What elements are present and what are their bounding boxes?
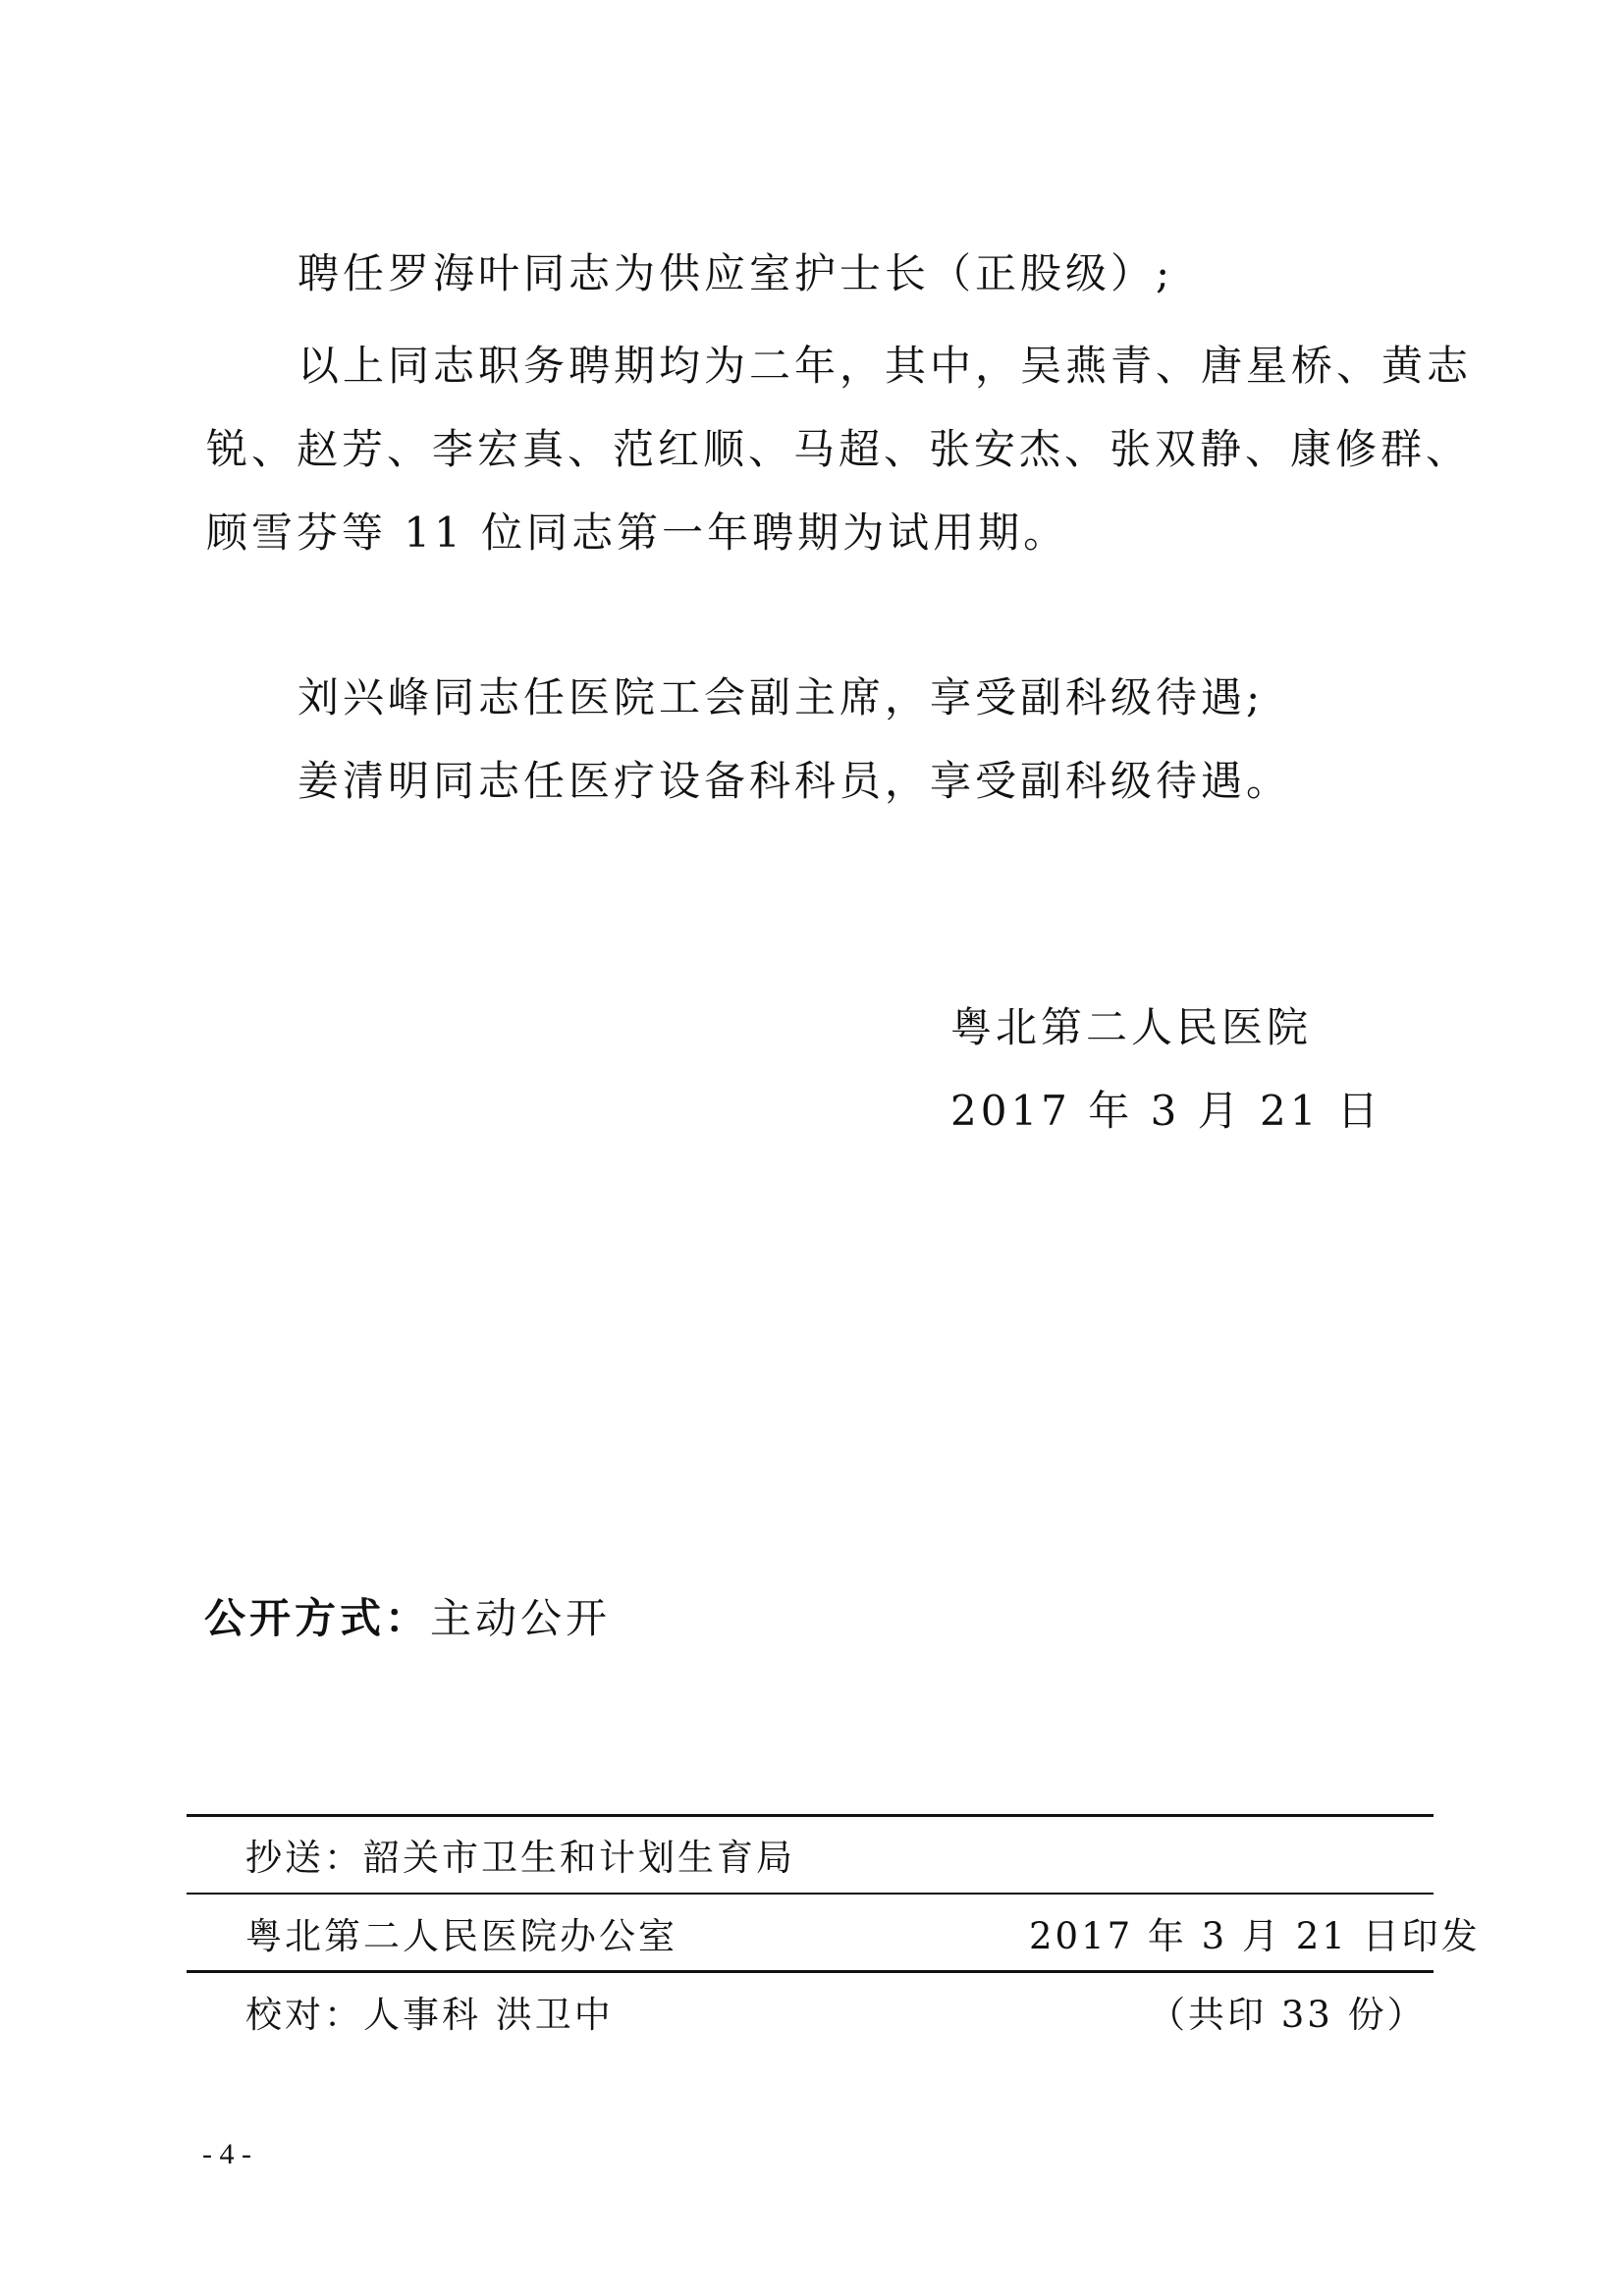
footer-proofread: 校对：人事科 洪卫中 [245, 1994, 614, 2036]
footer-issue-date: 2017 年 3 月 21 日印发 [1029, 1915, 1481, 1957]
footer-issuer: 粤北第二人民医院办公室 [245, 1915, 677, 1957]
paragraph-appointment-supply-room: 聘任罗海叶同志为供应室护士长（正股级）; [298, 249, 1174, 297]
signature-date: 2017 年 3 月 21 日 [950, 1087, 1382, 1135]
paragraph-equipment-clerk: 姜清明同志任医疗设备科科员，享受副科级待遇。 [298, 757, 1292, 805]
disclosure-method [204, 1594, 612, 1642]
signature-organization: 粤北第二人民医院 [950, 1003, 1313, 1051]
footer-cc: 抄送：韶关市卫生和计划生育局 [245, 1837, 795, 1879]
footer-bottom-rule [187, 1970, 1434, 1973]
footer-middle-rule [187, 1893, 1434, 1895]
disclosure-label: 公开方式： [204, 1594, 431, 1642]
paragraph-term-line-1: 以上同志职务聘期均为二年，其中，吴燕青、唐星桥、黄志 [298, 342, 1473, 390]
disclosure-value: 主动公开 [430, 1594, 612, 1642]
footer-top-rule [187, 1814, 1434, 1817]
page-number: - 4 - [202, 2138, 251, 2170]
paragraph-union-vice-chair: 刘兴峰同志任医院工会副主席，享受副科级待遇; [298, 673, 1265, 721]
footer-copies: （共印 33 份） [1149, 1994, 1427, 2036]
paragraph-term-line-3: 顾雪芬等 11 位同志第一年聘期为试用期。 [206, 508, 1069, 557]
paragraph-term-line-2: 锐、赵芳、李宏真、范红顺、马超、张安杰、张双静、康修群、 [206, 425, 1472, 473]
